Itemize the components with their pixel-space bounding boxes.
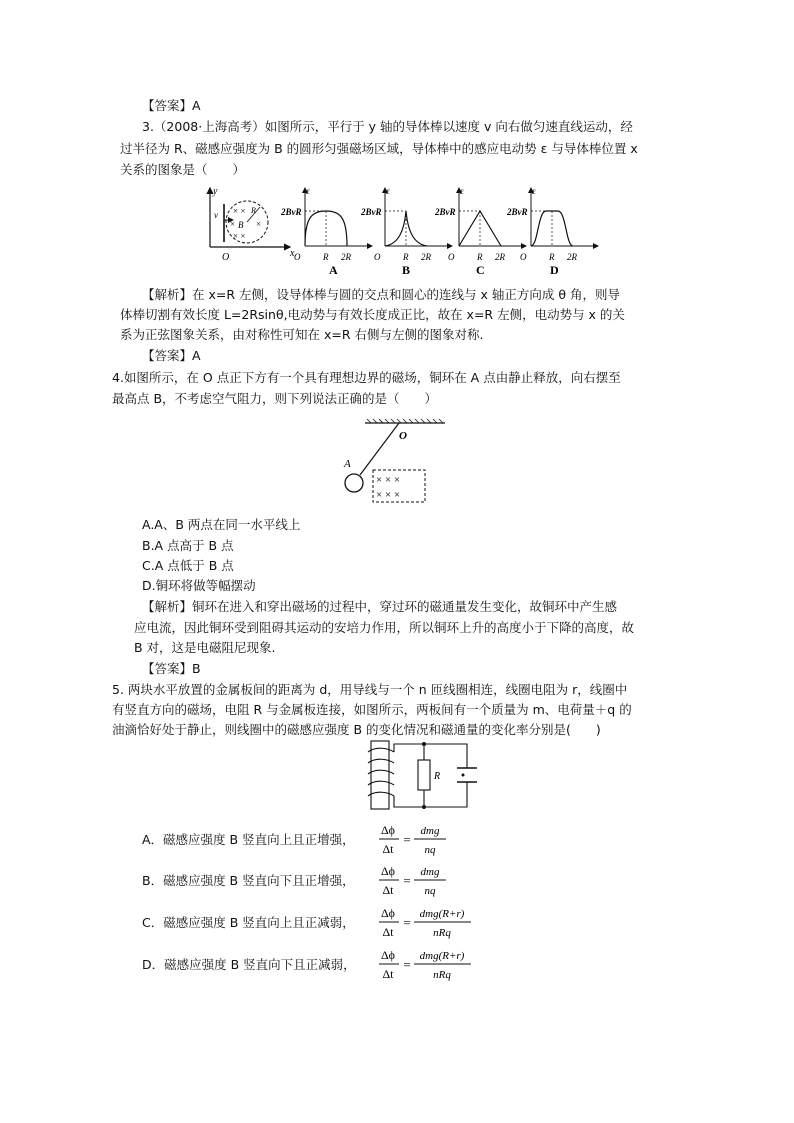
q3-stem-line3: 关系的图象是（ ） (120, 162, 246, 177)
svg-text:nq: nq (424, 844, 436, 856)
svg-text:× ×: × × (233, 206, 246, 216)
svg-text:B: B (238, 220, 244, 230)
q4-option-b: B.A 点高于 B 点 (142, 538, 234, 553)
q5-stem-line1: 5. 两块水平放置的金属板间的距离为 d，用导线与一个 n 匝线圈相连，线圈电阻为 r，线圈中 (112, 682, 628, 697)
svg-text:Δt: Δt (382, 842, 394, 856)
svg-text:O: O (374, 252, 381, 262)
svg-text:R: R (251, 206, 256, 215)
svg-text:× ×: × × (233, 231, 246, 241)
svg-text:R: R (434, 771, 441, 782)
svg-text:A: A (329, 263, 338, 277)
svg-text:ε: ε (306, 186, 310, 196)
q2-answer: 【答案】A (142, 98, 201, 113)
q3-stem-line2: 过半径为 R、磁感应强度为 B 的圆形匀强磁场区域，导体棒中的感应电动势 ε 与导体棒位置 x (120, 141, 638, 156)
svg-text:R: R (549, 252, 555, 262)
svg-text:2BvR: 2BvR (361, 207, 382, 217)
svg-text:nq: nq (424, 885, 436, 897)
svg-text:v: v (214, 210, 218, 220)
q3-figure (200, 182, 600, 277)
svg-text:Δϕ: Δϕ (380, 948, 396, 962)
q4-analysis-line2: 应电流，因此铜环受到阻碍其运动的安培力作用，所以铜环上升的高度小于下降的高度，故 (134, 620, 635, 635)
q5-stem-line2: 有竖直方向的磁场，电阻 R 与金属板连接，如图所示，两板间有一个质量为 m、电荷量＋q 的 (112, 702, 632, 717)
svg-text:O: O (294, 252, 301, 262)
q4-answer: 【答案】B (142, 661, 201, 676)
q5-stem-line3: 油滴恰好处于静止，则线圈中的磁感应强度 B 的变化情况和磁通量的变化率分别是( ) (112, 722, 601, 737)
svg-text:=: = (403, 915, 411, 930)
q4-stem-line2: 最高点 B，不考虑空气阻力，则下列说法正确的是（ ） (112, 391, 438, 406)
q4-analysis-line1: 【解析】铜环在进入和穿出磁场的过程中，穿过环的磁通量发生变化，故铜环中产生感 (142, 599, 618, 614)
q5-circuit-figure (362, 738, 488, 812)
q5-option-a-formula (378, 820, 478, 860)
svg-text:ε: ε (532, 186, 536, 196)
svg-text:nRq: nRq (433, 927, 451, 939)
svg-text:=: = (403, 873, 411, 888)
q4-option-d: D.铜环将做等幅摆动 (142, 578, 256, 593)
q5-option-a-text: A．磁感应强度 B 竖直向上且正增强， (142, 832, 355, 847)
svg-text:B: B (402, 263, 411, 277)
svg-text:2R: 2R (341, 252, 351, 262)
svg-text:R: R (477, 252, 483, 262)
svg-text:D: D (550, 263, 559, 277)
svg-text:× × ×: × × × (376, 474, 401, 486)
q3-graph-d (506, 186, 598, 277)
q3-setup-diagram (210, 186, 295, 263)
svg-text:dmg: dmg (420, 825, 440, 837)
q4-option-c: C.A 点低于 B 点 (142, 558, 234, 573)
svg-text:2BvR: 2BvR (281, 207, 302, 217)
svg-text:=: = (403, 957, 411, 972)
q3-graph-a (280, 186, 372, 277)
q3-answer: 【答案】A (142, 348, 201, 363)
svg-text:dmg(R+r): dmg(R+r) (419, 950, 465, 962)
q3-stem-line1: 3.（2008·上海高考）如图所示，平行于 y 轴的导体棒以速度 v 向右做匀速直线运动，经 (142, 119, 633, 134)
svg-text:y: y (213, 186, 218, 197)
svg-text:nRq: nRq (433, 969, 451, 981)
svg-text:O: O (399, 430, 407, 442)
q4-pendulum-figure (335, 418, 455, 510)
q5-option-d-text: D．磁感应强度 B 竖直向下且正减弱， (142, 957, 356, 972)
svg-text:2R: 2R (567, 252, 577, 262)
q4-analysis-line3: B 对，这是电磁阻尼现象. (134, 640, 276, 655)
svg-text:A: A (344, 458, 351, 470)
svg-text:dmg(R+r): dmg(R+r) (419, 908, 465, 920)
svg-text:2R: 2R (495, 252, 505, 262)
q4-stem-line1: 4.如图所示，在 O 点正下方有一个具有理想边界的磁场，铜环在 A 点由静止释放，向右摆至 (112, 370, 621, 385)
svg-text:Δt: Δt (382, 967, 394, 981)
svg-text:2BvR: 2BvR (507, 207, 528, 217)
svg-text:× × ×: × × × (376, 489, 401, 501)
svg-text:×: × (256, 219, 262, 229)
svg-text:x: x (290, 248, 295, 259)
svg-text:O: O (520, 252, 527, 262)
q4-option-a: A.A、B 两点在同一水平线上 (142, 517, 301, 532)
svg-text:Δϕ: Δϕ (380, 906, 396, 920)
svg-text:R: R (403, 252, 409, 262)
svg-text:dmg: dmg (420, 866, 440, 878)
svg-text:×: × (230, 219, 236, 229)
q5-option-b-text: B．磁感应强度 B 竖直向下且正增强， (142, 873, 355, 888)
svg-text:ε: ε (460, 186, 464, 196)
q5-option-d-formula (378, 945, 478, 985)
svg-text:Δϕ: Δϕ (380, 823, 396, 837)
svg-text:=: = (403, 832, 411, 847)
q5-option-c-formula (378, 903, 478, 943)
svg-text:ε: ε (386, 186, 390, 196)
q5-option-b-formula (378, 861, 478, 901)
q3-graph-b (360, 186, 452, 277)
svg-text:Δt: Δt (382, 883, 394, 897)
q3-graph-c (434, 186, 526, 277)
q5-option-c-text: C．磁感应强度 B 竖直向上且正减弱， (142, 915, 355, 930)
svg-text:Δϕ: Δϕ (380, 864, 396, 878)
q3-analysis-line3: 系为正弦图象关系，由对称性可知在 x=R 右侧与左侧的图象对称. (120, 327, 484, 342)
q3-analysis-line2: 体棒切割有效长度 L=2Rsinθ,电动势与有效长度成正比，故在 x=R 左侧，电动势与 x 的关 (120, 307, 625, 322)
svg-text:R: R (323, 252, 329, 262)
svg-text:O: O (448, 252, 455, 262)
svg-text:O: O (222, 252, 230, 263)
svg-text:2BvR: 2BvR (435, 207, 456, 217)
svg-text:2R: 2R (421, 252, 431, 262)
q3-analysis-line1: 【解析】在 x=R 左侧，设导体棒与圆的交点和圆心的连线与 x 轴正方向成 θ 角，则导 (142, 287, 620, 302)
svg-text:Δt: Δt (382, 925, 394, 939)
svg-text:C: C (476, 263, 485, 277)
